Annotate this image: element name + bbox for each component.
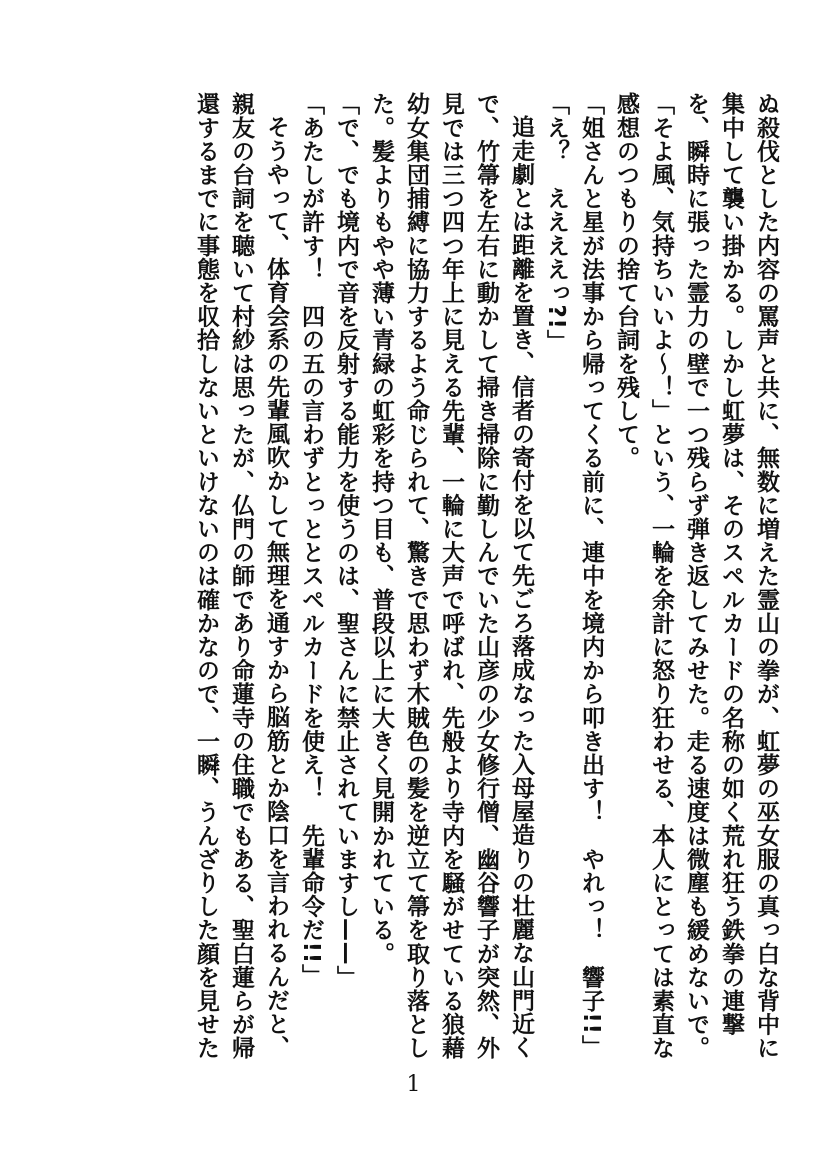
paragraph: 「あたしが許す！ 四の五の言わずとっととスペルカードを使え！ 先輩命令だ!!」 [298, 92, 324, 988]
paragraph: ぬ殺伐とした内容の罵声と共に、無数に増えた霊山の拳が、虹夢の巫女服の真っ白な背中に集中して襲い掛かる。しかし虹夢は、そのスペルカードの名称の如く荒れ狂う鉄拳の連撃を、瞬時に張った霊力の壁で一つ残らず弾き返してみせた。走る速度は微塵も緩めないで。「そよ風、気持ちいいよ〜！」という、一輪を余計に怒り狂わせる、本人にとっては素直な感想のつもりの捨て台詞を残して。 [613, 92, 779, 1060]
paragraph: 追走劇とは距離を置き、信者の寄付を以て先ごろ落成なった入母屋造りの壮麗な山門近くで、竹箒を左右に動かして掃き掃除に勤しんでいた山彦の少女修行僧、幽谷響子が突然、外見では三つ四つ年上に見える先輩、一輪に大声で呼ばれ、先般より寺内を騒がせている狼藉幼女集団捕縛に協力するよう命じられて、驚きで思わず木賊色の髪を逆立て箒を取り落とした。髪よりもやや薄い青緑の虹彩を持つ目も、普段以上に大きく見開かれている。 [368, 92, 534, 1060]
vertical-text-block [39, 92, 783, 1074]
paragraph: 「で、でも境内で音を反射する能力を使うのは、聖さんに禁止されていますし——」 [333, 92, 359, 989]
page-number: 1 [406, 1072, 421, 1097]
paragraph: 「姐さんと星が法事から帰ってくる前に、連中を境内から叩き出す！ やれっ！ 響子!!」 [578, 92, 604, 1059]
paragraph: そうやって、体育会系の先輩風吹かして無理を通すから脳筋とか陰口を言われるんだと、親友の台詞を聴いて村紗は思ったが、仏門の師であり命蓮寺の住職でもある、聖白蓮らが帰還するまでに事態を収拾しないといけないのは確かなので、一瞬、うんざりした顔を見せた [193, 92, 289, 1060]
paragraph: 「え？ ええええっ?!」 [543, 92, 569, 354]
